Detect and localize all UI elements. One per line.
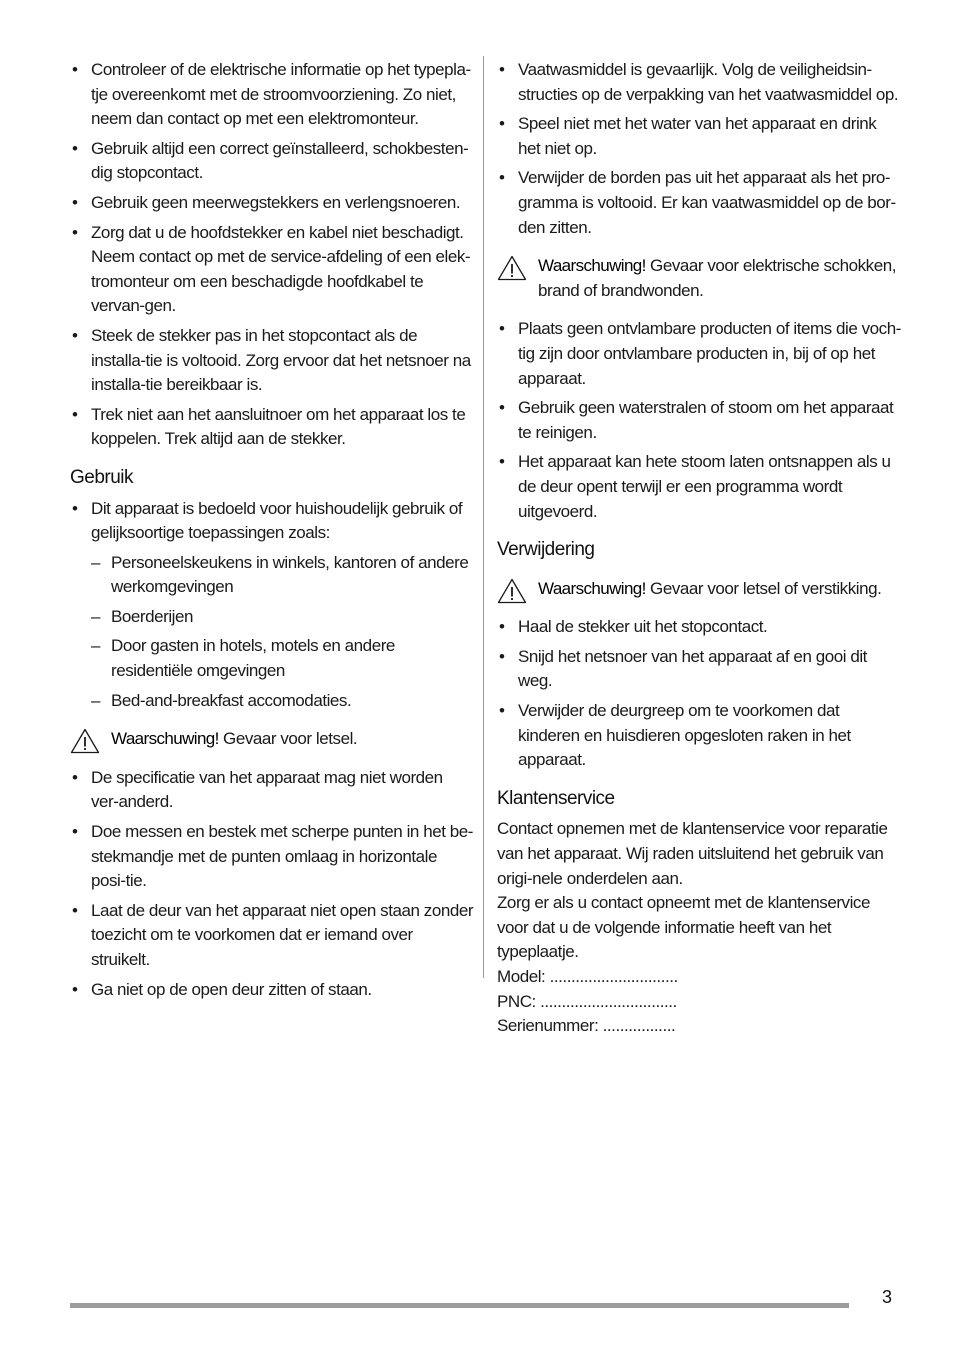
gebruik-intro-list: [70, 497, 474, 714]
section-heading-gebruik: Gebruik: [70, 466, 134, 488]
warning-notice: [497, 254, 901, 303]
warning-triangle-icon: [497, 578, 527, 604]
verwijdering-list: [497, 615, 901, 773]
list-item: • Zorg dat u de hoofdstekker en kabel niet beschadigt. Neem contact op met de service-afdeling of een elek-tromonteur om een beschadigde hoofdkabel te vervan-gen.: [70, 221, 474, 319]
list-item: • Steek de stekker pas in het stopcontact als de installa-tie is voltooid. Zorg ervoor dat het netsnoer na installa-tie bereikbaar is.: [70, 324, 474, 398]
serial-number-field: Serienummer: .................: [497, 1016, 676, 1036]
list-item: • Plaats geen ontvlambare producten of items die voch-tig zijn door ontvlambare producten in, bij of op het apparaat.: [497, 317, 901, 391]
section-heading-verwijdering: Verwijdering: [497, 539, 595, 561]
warning-text: Gevaar voor letsel.: [218, 729, 358, 749]
list-item: • Trek niet aan het aansluitnoer om het apparaat los te koppelen. Trek altijd aan de stekker.: [70, 403, 474, 452]
list-item: • Gebruik geen waterstralen of stoom om het apparaat te reinigen.: [497, 396, 901, 445]
pnc-field: PNC: ................................: [497, 991, 677, 1011]
sub-list: [91, 551, 474, 714]
warning-text: Gevaar voor elektrische schokken, brand of brandwonden.: [538, 256, 896, 300]
page-number: 3: [882, 1287, 893, 1307]
warning-label: Waarschuwing!: [111, 729, 219, 749]
warning-notice: [70, 727, 474, 752]
paragraph: Contact opnemen met de klantenservice voor reparatie van het apparaat. Wij raden uitsluitend het gebruik van origi-nele onderdelen aan.: [497, 819, 888, 888]
list-item: • De specificatie van het apparaat mag niet worden ver-anderd.: [70, 766, 474, 815]
fire-safety-list: [497, 317, 901, 524]
column-divider: [483, 56, 484, 978]
warning-label: Waarschuwing!: [538, 256, 646, 276]
klantenservice-text: [497, 817, 901, 1038]
warning-triangle-icon: [70, 728, 100, 754]
list-item: • Snijd het netsnoer van het apparaat af en gooi dit weg.: [497, 645, 901, 694]
list-item: [70, 497, 474, 714]
paragraph: Zorg er als u contact opneemt met de klantenservice voor dat u de volgende informatie heeft van het typeplaatje.: [497, 893, 870, 962]
list-item: • Speel niet met het water van het apparaat en drink het niet op.: [497, 112, 901, 161]
right-column: [497, 58, 901, 1039]
sub-list-item: – Personeelskeukens in winkels, kantoren of andere werkomgevingen: [91, 551, 474, 600]
list-item: • Vaatwasmiddel is gevaarlijk. Volg de veiligheidsin-structies op de verpakking van het vaatwasmiddel op.: [497, 58, 901, 107]
gebruik-list: [70, 766, 474, 1002]
list-item: • Ga niet op de open deur zitten of staan.: [70, 978, 474, 1003]
safety-list: [497, 58, 901, 240]
sub-list-item: – Bed-and-breakfast accomodaties.: [91, 689, 474, 714]
list-item: • Gebruik geen meerwegstekkers en verlengsnoeren.: [70, 191, 474, 216]
list-item: • Het apparaat kan hete stoom laten ontsnappen als u de deur opent terwijl er een programma wordt uitgevoerd.: [497, 450, 901, 524]
left-column: [70, 58, 474, 1007]
sub-list-item: – Door gasten in hotels, motels en andere residentiële omgevingen: [91, 634, 474, 683]
safety-list: [70, 58, 474, 452]
list-item: • Haal de stekker uit het stopcontact.: [497, 615, 901, 640]
list-item: • Verwijder de borden pas uit het apparaat als het pro-gramma is voltooid. Er kan vaatwasmiddel op de bor-den zitten.: [497, 166, 901, 240]
warning-text: Gevaar voor letsel of verstikking.: [645, 578, 882, 598]
list-item: • Verwijder de deurgreep om te voorkomen dat kinderen en huisdieren opgesloten raken in het apparaat.: [497, 699, 901, 773]
list-item: • Doe messen en bestek met scherpe punten in het be-stekmandje met de punten omlaag in horizontale posi-tie.: [70, 820, 474, 894]
list-item: • Controleer of de elektrische informatie op het typepla-tje overeenkomt met de stroomvoorziening. Zo niet, neem dan contact op met een elektromonteur.: [70, 58, 474, 132]
warning-notice: [497, 577, 901, 602]
section-heading-klantenservice: Klantenservice: [497, 787, 615, 809]
model-field: Model: ..............................: [497, 967, 678, 986]
warning-triangle-icon: [497, 255, 527, 281]
sub-list-item: – Boerderijen: [91, 605, 474, 630]
list-item: • Gebruik altijd een correct geïnstalleerd, schokbesten-dig stopcontact.: [70, 137, 474, 186]
warning-label: Waarschuwing!: [538, 578, 646, 598]
list-item-text: Dit apparaat is bedoeld voor huishoudelijk gebruik of gelijksoortige toepassingen zoals:: [91, 498, 463, 543]
list-item: • Laat de deur van het apparaat niet open staan zonder toezicht om te voorkomen dat er iemand over struikelt.: [70, 899, 474, 973]
footer-bar: [70, 1303, 849, 1308]
